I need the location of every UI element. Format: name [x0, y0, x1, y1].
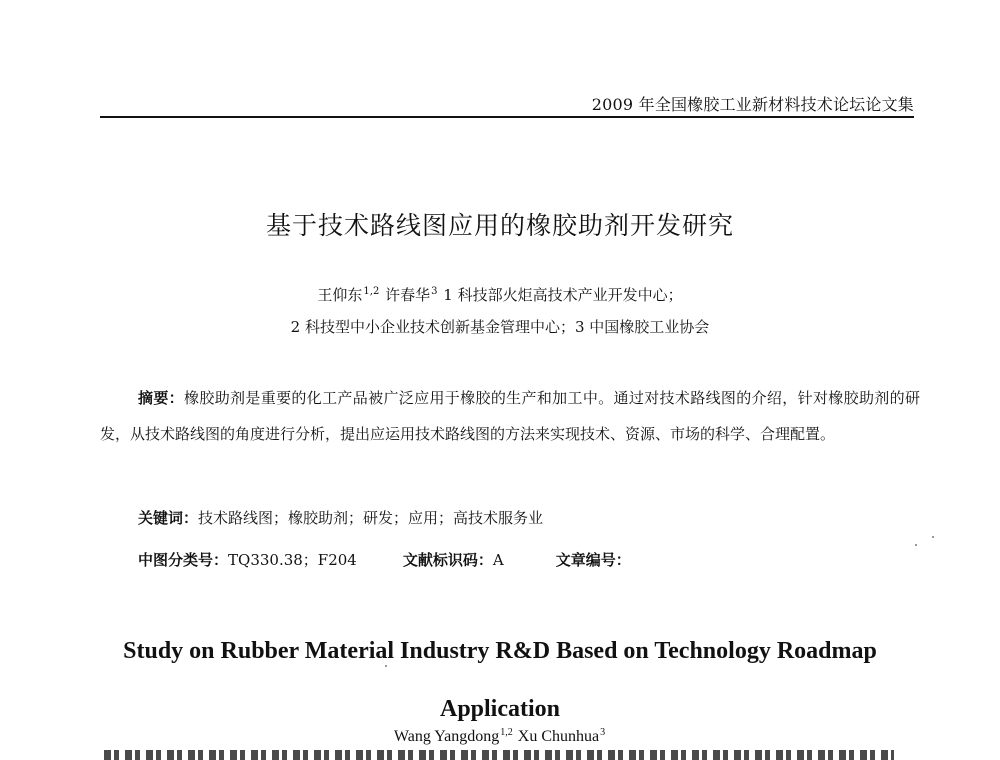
- author-affiliation-superscript: 3: [431, 286, 438, 297]
- article-number-label: 文章编号：: [555, 551, 631, 569]
- abstract-paragraph: [100, 380, 920, 452]
- affiliation-line: 2 科技型中小企业技术创新基金管理中心；3 中国橡胶工业协会: [290, 318, 710, 336]
- author-name: 王仰东: [317, 286, 363, 304]
- english-title-line: Application: [439, 696, 561, 722]
- keywords-text: 技术路线图；橡胶助剂；研发；应用；高技术服务业: [198, 509, 544, 527]
- cutoff-text-line: [104, 750, 894, 760]
- affiliation-line: 1 科技部火炬高技术产业开发中心；: [443, 286, 683, 304]
- document-code-label: 文献标识码：: [402, 551, 493, 569]
- english-author-affiliation: 3: [600, 727, 606, 738]
- running-header: 2009 年全国橡胶工业新材料技术论坛论文集: [591, 95, 914, 114]
- classification-line: [138, 549, 631, 570]
- clc-label: 中图分类号：: [138, 551, 229, 569]
- abstract-text: 橡胶助剂是重要的化工产品被广泛应用于橡胶的生产和加工中。通过对技术路线图的介绍，针对橡胶助剂的研发，从技术路线图的角度进行分析，提出应运用技术路线图的方法来实现技术、资源、市场的科学、合理配置。: [100, 389, 920, 443]
- header-rule: [100, 116, 914, 118]
- scan-speck: [915, 544, 917, 546]
- keywords-line: [138, 507, 543, 528]
- english-author-affiliation: 1,2: [500, 727, 513, 738]
- author-name: 许春华: [385, 286, 431, 304]
- abstract-label: 摘要：: [138, 389, 185, 407]
- english-title: [0, 622, 1000, 738]
- english-author-name: Xu Chunhua: [517, 728, 600, 745]
- chinese-authors-line: [0, 284, 1000, 305]
- scan-speck: [385, 665, 387, 667]
- chinese-title: 基于技术路线图应用的橡胶助剂开发研究: [265, 211, 734, 240]
- clc-value: TQ330.38；F204: [228, 551, 357, 569]
- english-author-name: Wang Yangdong: [393, 728, 500, 745]
- document-code-value: A: [492, 551, 504, 569]
- keywords-label: 关键词：: [138, 509, 199, 527]
- english-authors: [0, 727, 1000, 746]
- english-title-line: Study on Rubber Material Industry R&D Based on Technology Roadmap: [123, 638, 877, 664]
- scan-speck: [932, 536, 934, 538]
- author-affiliation-superscript: 1,2: [363, 286, 380, 297]
